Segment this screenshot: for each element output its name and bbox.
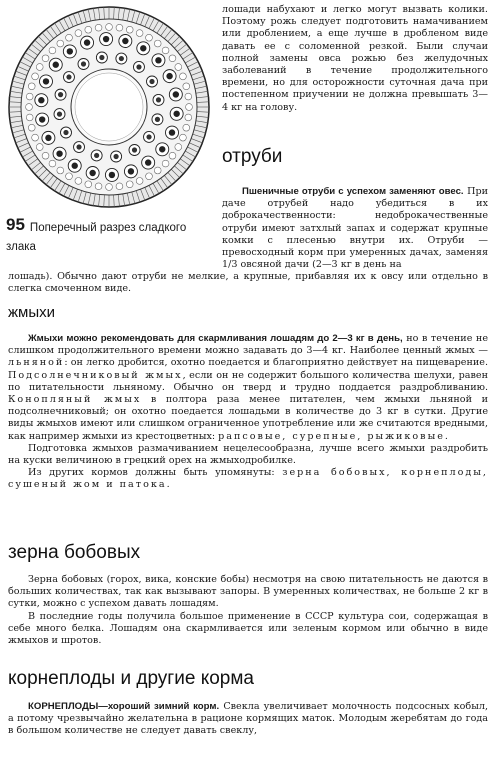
intro-paragraph: лошади набухают и легко могут вызвать колики. Поэтому рожь следует подготовить намачиванием или дроблением, а еще лучше в дробленом виде давать ее с соломенной резкой. Были случаи полной замены овса рожью без желудочных заболеваний в течение продолжительного времени, но для осторожности суточная дача при постепенном приучении не должна превышать 3—4 кг на голову. xyxy=(222,4,488,113)
zhmyhi-text-p3a: Из других кормов должны быть упомянуты: xyxy=(28,467,275,479)
bundle-core xyxy=(145,159,151,165)
figure-caption xyxy=(6,216,216,254)
heading-bobovye: зерна бобовых xyxy=(8,542,141,563)
cell xyxy=(106,24,113,31)
bundle-core xyxy=(94,153,99,158)
cell xyxy=(66,173,73,180)
cell xyxy=(106,184,113,191)
figure-number: 95 xyxy=(6,215,25,234)
bundle-core xyxy=(155,57,161,63)
cell xyxy=(126,26,133,33)
otrubi-lead: Пшеничные отруби с успехом заменяют овес. xyxy=(242,186,464,197)
bobovye-paragraph-2: В последние годы получила большое применение в СССР культура сои, содержащая в себе много белка. Лошадям она скармливается или зеленым кормом или обычно в виде жмыхов и шротов. xyxy=(8,610,488,647)
otrubi-text-right xyxy=(222,186,488,271)
bundle-core xyxy=(109,172,115,178)
bundle-core xyxy=(56,150,62,156)
otrubi-paragraph xyxy=(222,186,488,271)
cell xyxy=(66,34,73,41)
cell xyxy=(42,55,49,62)
cell xyxy=(183,124,190,131)
otrubi-text: При даче отрубей надо убедиться в их доброкачественности: недоброкачественные отруби имеют затхлый запах и содержат крупные комки с плесенью внутри их. Отруби — превосходный корм при умеренных дачах, заменяя 1/3 овсяной дачи (2—3 кг в день на xyxy=(222,186,488,271)
bundle-core xyxy=(66,74,71,79)
cell xyxy=(36,144,43,151)
cell xyxy=(85,181,92,188)
bundle-core xyxy=(103,36,109,42)
cell xyxy=(169,55,176,62)
cell xyxy=(32,134,39,141)
korneplody-body xyxy=(8,701,488,738)
cell xyxy=(42,152,49,159)
cross-section-figure xyxy=(6,4,212,210)
bundle-core xyxy=(122,38,128,44)
cell xyxy=(116,183,123,190)
cell xyxy=(146,173,153,180)
bundle-core xyxy=(57,112,62,117)
korneplody-paragraph xyxy=(8,701,488,738)
bundle-core xyxy=(119,56,124,61)
cell xyxy=(85,26,92,33)
bundle-core xyxy=(146,134,151,139)
pith-center xyxy=(75,73,143,141)
cell xyxy=(75,30,82,37)
cell xyxy=(183,83,190,90)
bundle-core xyxy=(128,168,134,174)
bundle-core xyxy=(76,144,81,149)
zhmyhi-paragraph-1 xyxy=(8,333,488,443)
cell xyxy=(28,83,35,90)
bundle-core xyxy=(43,78,49,84)
zhmyhi-text-p3b: . xyxy=(166,479,170,491)
zhmyhi-paragraph-3 xyxy=(8,467,488,491)
cell xyxy=(95,24,102,31)
zhmyhi-text-c: , если он не содержит большого количества шелухи, равен по питательности льняному. Обычно он тверд и трудно поддается раздробливанию. xyxy=(8,369,488,393)
cell xyxy=(57,40,64,47)
heading-korneplody: корнеплоды и другие корма xyxy=(8,668,254,689)
cell xyxy=(75,178,82,185)
cell xyxy=(26,114,33,121)
bundle-core xyxy=(84,39,90,45)
bundle-core xyxy=(149,79,154,84)
zhmyhi-emph-konoplya: Конопляный жмых xyxy=(8,394,142,406)
zhmyhi-text-d: в полтора раза менее питателен, чем жмыхи льняной и подсолнечниковый; он охотно поедается лошадьми в количестве до 3 кг в сутки. Другие виды жмыхов имеют или слишком ограниченное употребление или же считаются вредными, как например жмыхи из крестоцветных: xyxy=(8,394,488,442)
cell xyxy=(49,47,56,54)
cell xyxy=(136,30,143,37)
cell xyxy=(32,73,39,80)
cell xyxy=(146,34,153,41)
otrubi-continuation: лошадь). Обычно дают отруби не мелкие, а крупные, прибавляя их к овсу или отдельно в слегка смоченном виде. xyxy=(8,271,488,295)
bundle-core xyxy=(156,97,161,102)
bobovye-paragraph-1: Зерна бобовых (горох, вика, конские бобы) несмотря на свою питательность не даются в больших количествах, так как вызывают запоры. В умеренных количествах, не больше 2 кг в сутки, можно с успехом давать лошадям. xyxy=(8,574,488,610)
cell xyxy=(26,93,33,100)
bundle-core xyxy=(155,117,160,122)
zhmyhi-text-a: но в течение не слишком продолжительного времени можно задавать до 3—4 кг. Наиболее ценный жмых — xyxy=(8,333,488,357)
bobovye-body xyxy=(8,574,488,647)
bundle-core xyxy=(169,129,175,135)
cell xyxy=(169,152,176,159)
zhmyhi-emph-podsolnechnik: Подсолнечниковый жмых xyxy=(8,369,183,381)
cell xyxy=(186,104,193,111)
bundle-core xyxy=(38,97,44,103)
bundle-core xyxy=(53,62,59,68)
zhmyhi-text-b: : он легко дробится, охотно поедается и благоприятно действует на пищеварение. xyxy=(64,357,488,369)
zhmyhi-body xyxy=(8,333,488,492)
cell xyxy=(136,178,143,185)
cell xyxy=(28,124,35,131)
bundle-core xyxy=(159,146,165,152)
cell xyxy=(57,167,64,174)
cell xyxy=(95,183,102,190)
bundle-core xyxy=(173,91,179,97)
korneplody-lead: КОРНЕПЛОДЫ—хороший зимний корм. xyxy=(28,701,220,712)
zhmyhi-emph-lnyanoy: льняной xyxy=(8,357,65,369)
bundle-core xyxy=(63,130,68,135)
bundle-core xyxy=(39,116,45,122)
cell xyxy=(185,93,192,100)
cell xyxy=(175,64,182,71)
cell xyxy=(26,104,33,111)
cell xyxy=(116,24,123,31)
cell xyxy=(180,134,187,141)
cell xyxy=(175,144,182,151)
figure-caption-text: Поперечный разрез сладкого злака xyxy=(6,222,187,253)
zhmyhi-text-e: . xyxy=(444,430,448,442)
bundle-core xyxy=(58,92,63,97)
bundle-core xyxy=(173,111,179,117)
bundle-core xyxy=(136,64,141,69)
zhmyhi-emph-list: зерна бобовых, корнеплоды, сушеный жом и патока xyxy=(8,467,488,491)
heading-otrubi: отруби xyxy=(222,146,283,167)
cell xyxy=(185,114,192,121)
zhmyhi-lead: Жмыхи можно рекомендовать для скармливания лошадям до 2—3 кг в день, xyxy=(28,333,403,344)
korneplody-text: Свекла увеличивает молочность подсосных кобыл, а потому чрезвычайно желательна в рационе кормящих маток. Молодым жеребятам до года в большом количестве не следует давать свеклу, xyxy=(8,701,488,737)
bundle-core xyxy=(132,147,137,152)
heading-zhmyhi: жмыхи xyxy=(8,304,56,321)
cell xyxy=(49,160,56,167)
cell xyxy=(126,181,133,188)
bundle-core xyxy=(72,163,78,169)
intro-text-column xyxy=(222,4,488,114)
bundle-core xyxy=(140,45,146,51)
zhmyhi-paragraph-2: Подготовка жмыхов размачиванием нецелесообразна, лучше всего жмыхи раздробить на куски величиною в грецкий орех на жмыходробилке. xyxy=(8,442,488,467)
bundle-core xyxy=(99,55,104,60)
bundle-core xyxy=(89,170,95,176)
bundle-core xyxy=(166,73,172,79)
cell xyxy=(154,40,161,47)
bundle-core xyxy=(114,154,119,159)
cell xyxy=(162,160,169,167)
cell xyxy=(36,64,43,71)
cell xyxy=(154,167,161,174)
bundle-core xyxy=(67,48,73,54)
cell xyxy=(162,47,169,54)
otrubi-text-full xyxy=(8,271,488,295)
bundle-core xyxy=(45,135,51,141)
zhmyhi-emph-krestocvetnye: рапсовые, сурепные, рыжиковые xyxy=(218,430,445,442)
cell xyxy=(180,73,187,80)
bundle-core xyxy=(81,61,86,66)
